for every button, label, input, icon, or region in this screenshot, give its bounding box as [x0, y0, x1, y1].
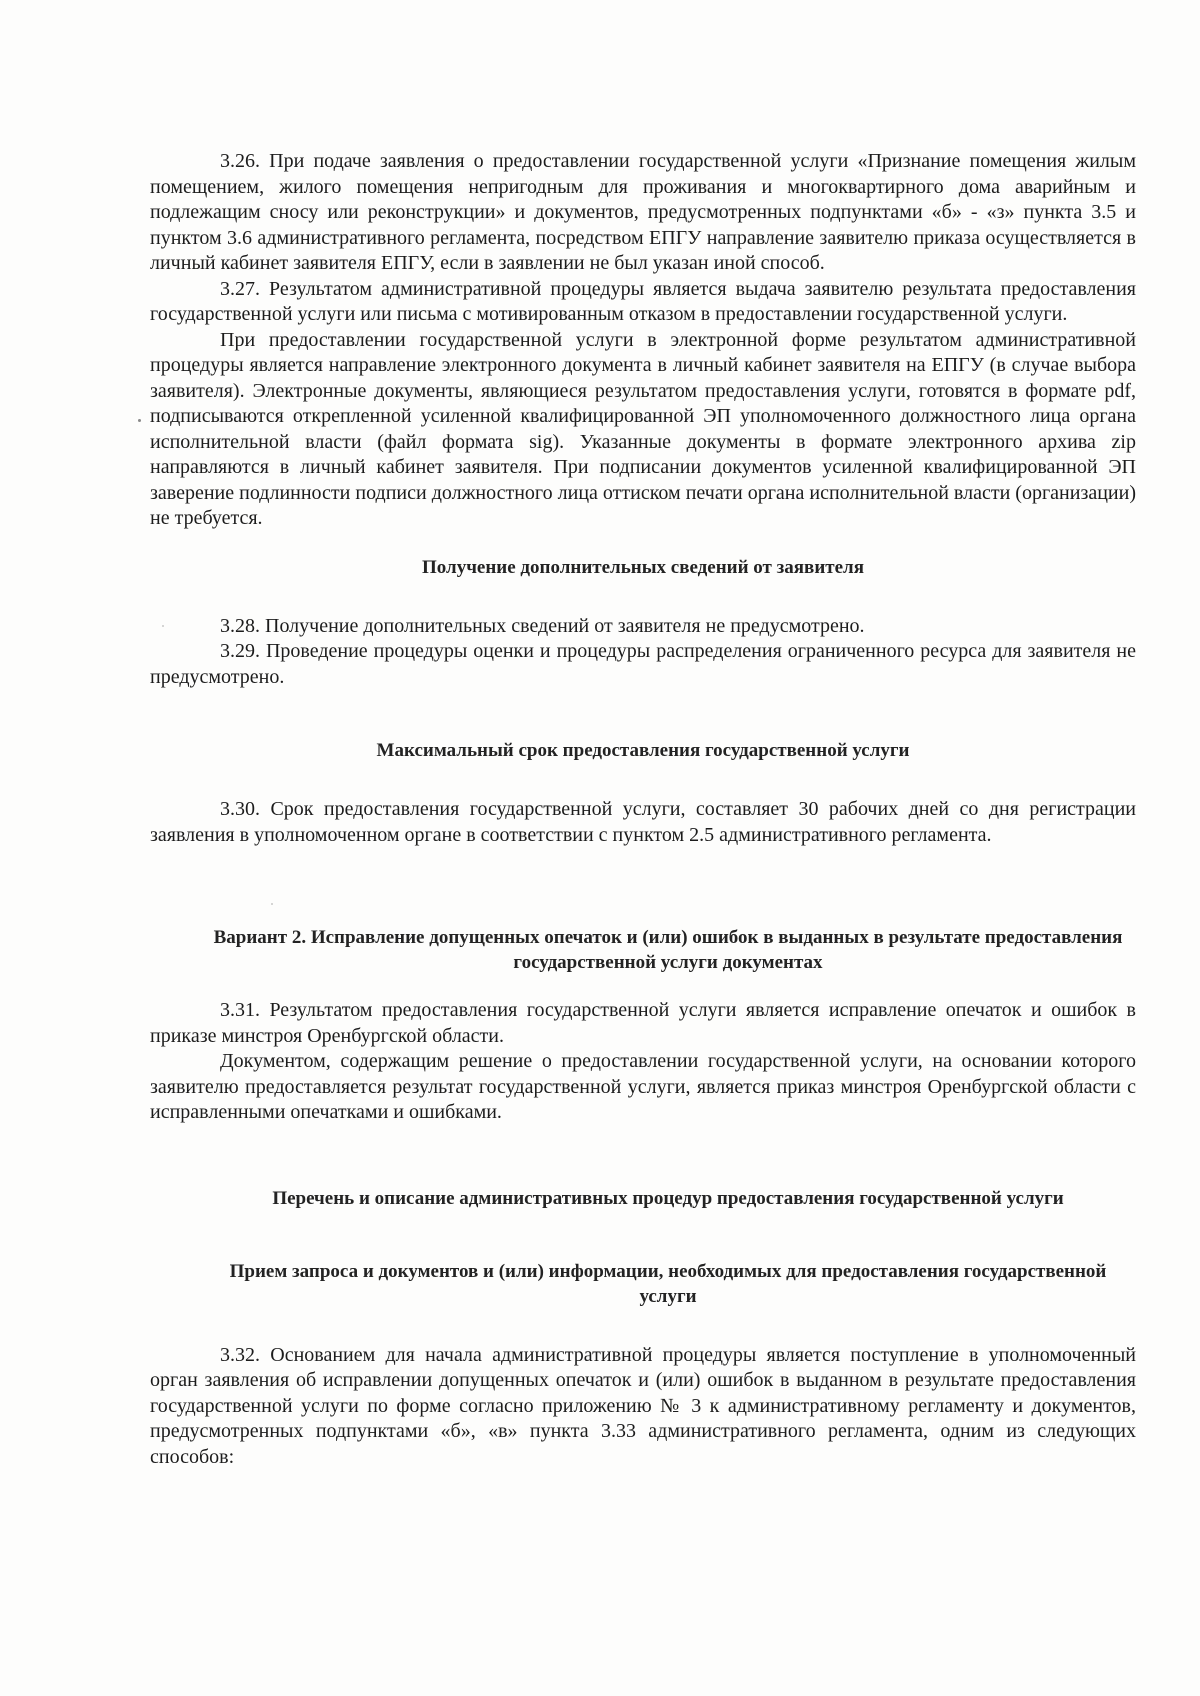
heading-additional-info: Получение дополнительных сведений от заявителя: [422, 556, 864, 578]
scan-mark: [138, 419, 141, 422]
heading-reception: Прием запроса и документов и (или) информации, необходимых для предоставления государственной услуги: [229, 1260, 1107, 1307]
heading-procedures-list: Перечень и описание административных процедур предоставления государственной услуги: [272, 1187, 1064, 1209]
paragraph-3-30: 3.30. Срок предоставления государственной услуги, составляет 30 рабочих дней со дня регистрации заявления в уполномоченном органе в соответствии с пунктом 2.5 административного регламента.: [150, 798, 1136, 846]
paragraph-3-27: 3.27. Результатом административной процедуры является выдача заявителю результата предоставления государственной услуги или письма с мотивированным отказом в предоставлении государственной услуги.: [150, 277, 1136, 325]
heading-max-term: Максимальный срок предоставления государственной услуги: [376, 740, 910, 761]
paragraph-3-28: 3.28. Получение дополнительных сведений от заявителя не предусмотрено.: [220, 614, 865, 637]
paragraph-3-31-document: Документом, содержащим решение о предоставлении государственной услуги, на основании которого заявителю предоставляется результат государственной услуги, является приказ минстроя Оренбургской области с исправленными опечатками и ошибками.: [150, 1050, 1136, 1123]
paragraph-3-32: 3.32. Основанием для начала административной процедуры является поступление в уполномоченный орган заявления об исправлении допущенных опечаток и (или) ошибок в выданном в результате предоставления государственной услуги по форме согласно приложению № 3 к административному регламенту и документов, предусмотренных подпунктами «б», «в» пункта 3.33 административного регламента, одним из следующих способов:: [150, 1343, 1136, 1468]
paragraph-3-27-electronic: При предоставлении государственной услуги в электронной форме результатом административной процедуры является направление электронного документа в личный кабинет заявителя на ЕПГУ (в случае выбора заявителя). Электронные документы, являющиеся результатом предоставления услуги, готовятся в формате pdf, подписываются открепленной усиленной квалифицированной ЭП уполномоченного должностного лица органа исполнительной власти (файл формата sig). Указанные документы в формате электронного архива zip направляются в личный кабинет заявителя. При подписании документов усиленной квалифицированной ЭП заверение подлинности подписи должностного лица оттиском печати органа исполнительной власти (организации) не требуется.: [150, 328, 1136, 529]
heading-variant-2: Вариант 2. Исправление допущенных опечаток и (или) ошибок в выданных в результате предоставления государственной услуги документах: [213, 927, 1123, 973]
paragraph-3-29: 3.29. Проведение процедуры оценки и процедуры распределения ограниченного ресурса для заявителя не предусмотрено.: [150, 640, 1136, 688]
document-body: [150, 149, 1136, 1470]
paragraph-3-31: 3.31. Результатом предоставления государственной услуги является исправление опечаток и ошибок в приказе минстроя Оренбургской области.: [150, 999, 1136, 1047]
paragraph-3-26: 3.26. При подаче заявления о предоставлении государственной услуги «Признание помещения жилым помещением, жилого помещения непригодным для проживания и многоквартирного дома аварийным и подлежащим сносу или реконструкции» и документов, предусмотренных подпунктами «б» - «з» пункта 3.5 и пунктом 3.6 административного регламента, посредством ЕПГУ направление заявителю приказа осуществляется в личный кабинет заявителя ЕПГУ, если в заявлении не был указан иной способ.: [150, 150, 1136, 274]
